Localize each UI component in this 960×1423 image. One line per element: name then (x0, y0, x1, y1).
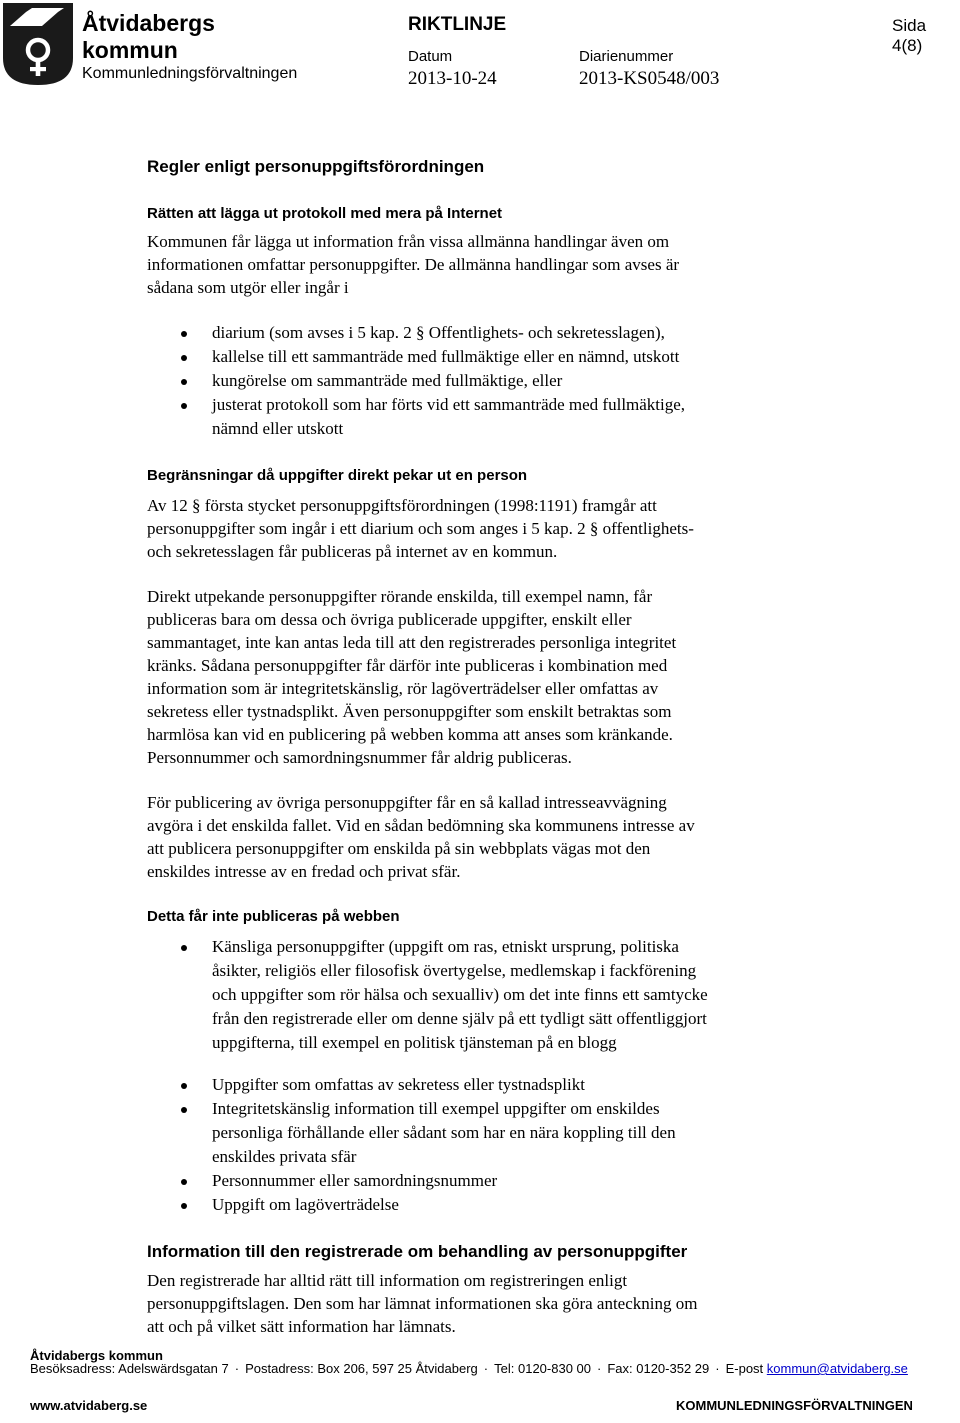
document-types-list (0, 321, 685, 441)
section-heading-rules: Regler enligt personuppgiftsförordningen (147, 157, 485, 176)
document-type: RIKTLINJE (408, 14, 507, 35)
list-item: justerat protokoll som har förts vid ett sammanträde med fullmäktige, nämnd eller utskott (0, 393, 685, 441)
bullet-icon (181, 403, 187, 409)
list-item: kungörelse om sammanträde med fullmäktige, eller (0, 369, 685, 393)
prohibited-data-list (0, 1073, 676, 1217)
separator: · (715, 1361, 720, 1376)
bullet-icon (181, 331, 187, 337)
section-heading-information: Information till den registrerade om behandling av personuppgifter (147, 1242, 688, 1261)
list-item: kallelse till ett sammanträde med fullmäktige eller en nämnd, utskott (0, 345, 685, 369)
bullet-icon (181, 1083, 187, 1089)
diary-number-value: 2013-KS0548/003 (579, 68, 720, 89)
email-link[interactable]: kommun@atvidaberg.se (766, 1361, 908, 1376)
date-label: Datum (408, 48, 453, 65)
email-label: E-post (725, 1361, 764, 1376)
subheading-not-published: Detta får inte publiceras på webben (147, 908, 400, 925)
date-value: 2013-10-24 (408, 68, 497, 89)
limitations-paragraph-1: Av 12 § första stycket personuppgiftsförordningen (1998:1191) framgår att personuppgifter som ingår i ett diarium och som anges i 5 kap. 2 § offentlighets- och sekretesslagen får publiceras på internet av en kommun. (147, 496, 694, 561)
bullet-icon (181, 355, 187, 361)
sensitive-data-list (0, 935, 708, 1055)
bullet-icon (181, 1203, 187, 1209)
separator: · (483, 1361, 489, 1376)
list-item: Uppgift om lagöverträdelse (0, 1193, 676, 1217)
bullet-icon (181, 379, 187, 385)
municipality-logo (2, 2, 74, 86)
list-item: Uppgifter som omfattas av sekretess eller tystnadsplikt (0, 1073, 676, 1097)
list-item: Känsliga personuppgifter (uppgift om ras, etniskt ursprung, politiska åsikter, religiös eller filosofisk övertygelse, medlemskap i fackförening och uppgifter som rör hälsa och sexualliv) om det inte finns ett samtycke från den registrerade eller om denne själv på ett tydligt sätt offentliggjort uppgifterna, till exempel en politisk tjänsteman på en blogg (0, 935, 708, 1055)
organization-name: Åtvidabergs kommun (82, 10, 215, 63)
intro-paragraph: Kommunen får lägga ut information från vissa allmänna handlingar även om informationen omfattar personuppgifter. De allmänna handlingar som avses är sådana som utgör eller ingår i (147, 232, 680, 297)
list-item: Integritetskänslig information till exempel uppgifter om enskildes personliga förhållande eller sådant som har en nära koppling till den enskildes privata sfär (0, 1097, 676, 1169)
separator: · (234, 1361, 240, 1376)
footer-department: KOMMUNLEDNINGSFÖRVALTNINGEN (676, 1398, 913, 1413)
bullet-icon (181, 1179, 187, 1185)
separator: · (597, 1361, 602, 1376)
information-paragraph: Den registrerade har alltid rätt till information om registreringen enligt personuppgiftslagen. Den som har lämnat informationen ska göra anteckning om att och på vilket sätt information har lämnats. (147, 1271, 698, 1336)
footer-organization: Åtvidabergs kommun (30, 1348, 163, 1363)
postal-address: Postadress: Box 206, 597 25 Åtvidaberg (245, 1361, 478, 1376)
list-item: diarium (som avses i 5 kap. 2 § Offentlighets- och sekretesslagen), (0, 321, 685, 345)
page-number: Sida 4(8) (892, 16, 927, 55)
diary-number-label: Diarienummer (579, 48, 674, 65)
website-link[interactable]: www.atvidaberg.se (30, 1398, 148, 1413)
subheading-limitations: Begränsningar då uppgifter direkt pekar ut en person (147, 467, 528, 484)
list-item: Personnummer eller samordningsnummer (0, 1169, 676, 1193)
phone-number: Tel: 0120-830 00 (494, 1361, 591, 1376)
footer-contact-line (30, 1361, 908, 1376)
visit-address: Besöksadress: Adelswärdsgatan 7 (30, 1361, 229, 1376)
subheading-protocols: Rätten att lägga ut protokoll med mera på Internet (147, 205, 503, 222)
bullet-icon (181, 945, 187, 951)
bullet-icon (181, 1107, 187, 1113)
limitations-paragraph-3: För publicering av övriga personuppgifter får en så kallad intresseavvägning avgöra i det enskilda fallet. Vid en sådan bedömning ska kommunens intresse av att publicera personuppgifter om enskilda på sin webbplats vägas mot den enskildes intresse av en fredad och privat sfär. (147, 793, 695, 881)
limitations-paragraph-2: Direkt utpekande personuppgifter rörande enskilda, till exempel namn, får publiceras bara om dessa och övriga publicerade uppgifter, enskilt eller sammantaget, inte kan antas leda till att den registrerades personliga integritet kränks. Sådana personuppgifter får därför inte publiceras i kombination med information som är integritetskänslig, rör lagöverträdelser eller omfattas av sekretess eller tystnadsplikt. Även personuppgifter som enskilt betraktas som harmlösa kan vid en publicering på webben komma att anses som kränkande. Personnummer och samordningsnummer får aldrig publiceras. (147, 587, 677, 767)
fax-number: Fax: 0120-352 29 (607, 1361, 710, 1376)
department-name: Kommunledningsförvaltningen (82, 65, 298, 82)
